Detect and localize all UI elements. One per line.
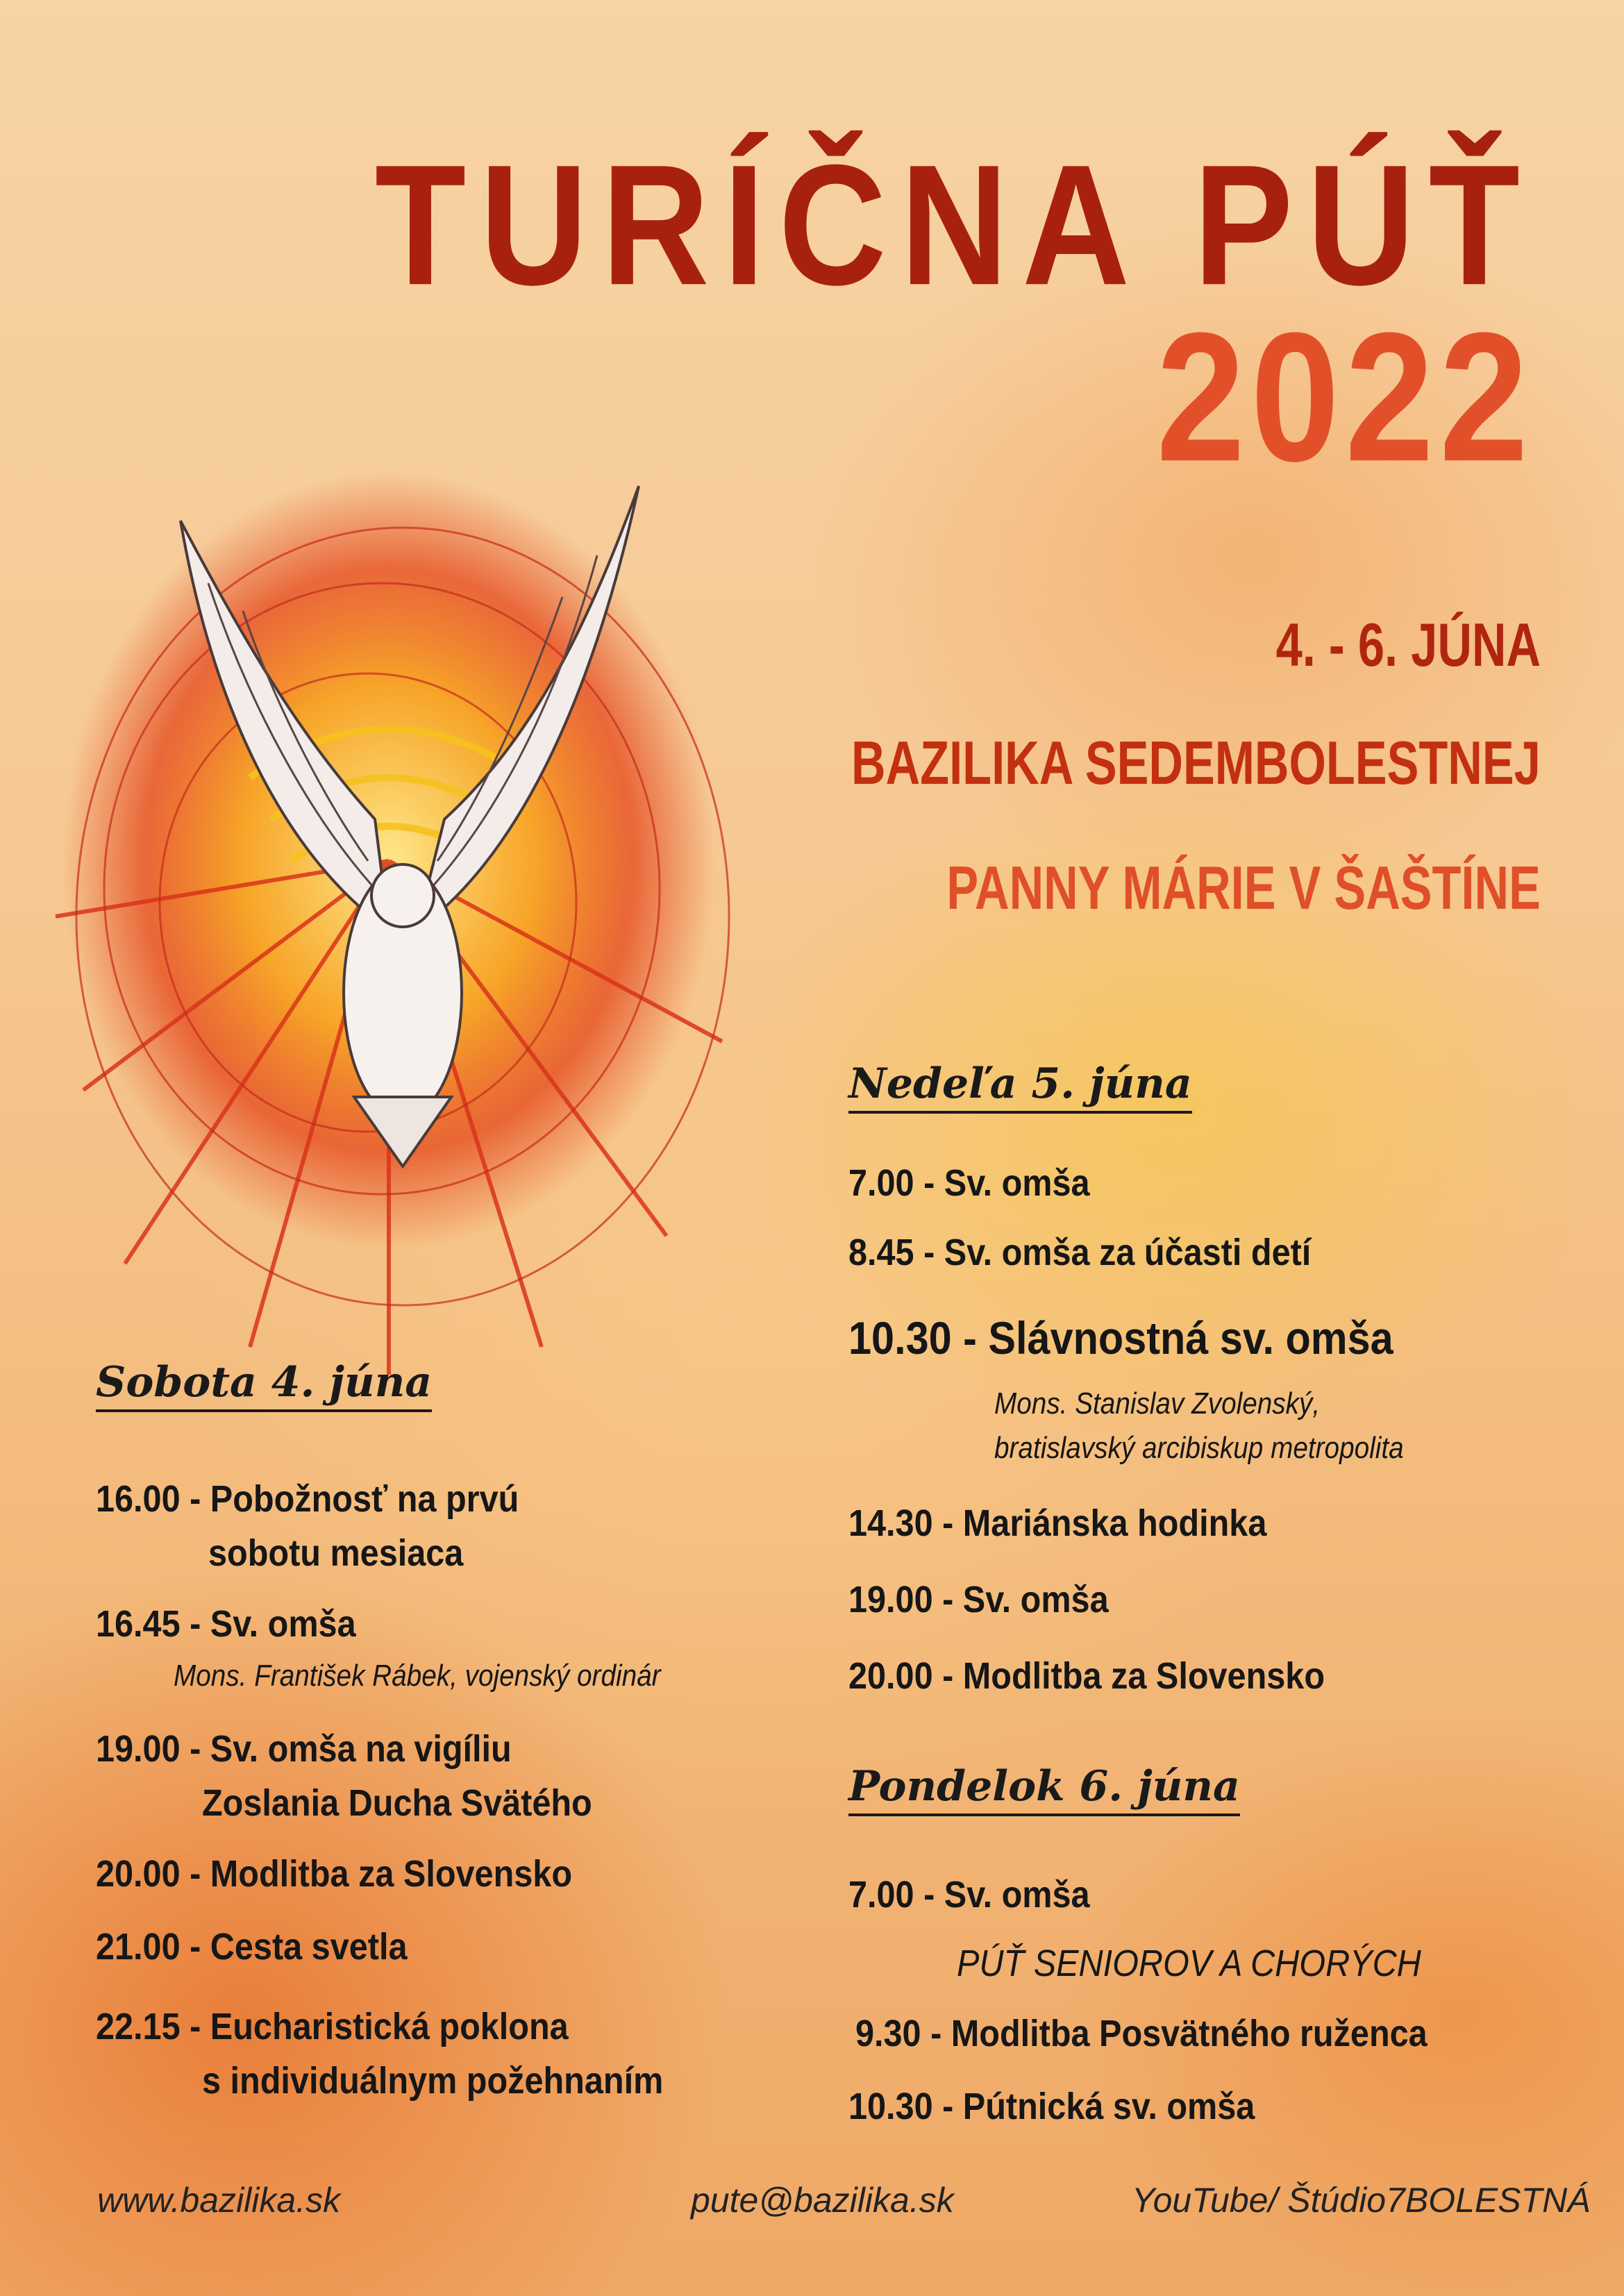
monday-item-3 [848, 2079, 1255, 2134]
item-continuation: s individuálnym požehnaním [202, 2060, 664, 2102]
venue-line-2: PANNY MÁRIE V ŠAŠTÍNE [946, 853, 1541, 922]
note-line-1: Mons. Stanislav Zvolenský, [994, 1386, 1321, 1421]
saturday-item-6 [96, 2000, 663, 2109]
item-continuation: Zoslania Ducha Svätého [202, 1782, 592, 1825]
monday-heading: Pondelok 6. júna [848, 1763, 1240, 1816]
saturday-item-5 [96, 1920, 407, 1974]
event-year: 2022 [1156, 294, 1534, 500]
sunday-item-6 [848, 1649, 1325, 1703]
saturday-item-2 [96, 1597, 356, 1651]
item-text: 22.15 - Eucharistická poklona [96, 2006, 569, 2047]
monday-seniors-note: PÚŤ SENIOROV A CHORÝCH [957, 1943, 1421, 1984]
item-text: 9.30 - Modlitba Posvätného ruženca [855, 2013, 1428, 2054]
item-text: 7.00 - Sv. omša [848, 1162, 1090, 1204]
item-text: 19.00 - Sv. omša [848, 1579, 1109, 1620]
item-text: 7.00 - Sv. omša [848, 1874, 1090, 1916]
saturday-item-1 [96, 1472, 519, 1581]
item-text: 8.45 - Sv. omša za účasti detí [848, 1232, 1312, 1273]
youtube-link[interactable]: YouTube/ Štúdio7BOLESTNÁ [1132, 2181, 1591, 2220]
sunday-item-5 [848, 1573, 1109, 1627]
website-link[interactable]: www.bazilika.sk [97, 2181, 341, 2220]
item-text: 19.00 - Sv. omša na vigíliu [96, 1728, 512, 1770]
saturday-heading: Sobota 4. júna [96, 1359, 432, 1412]
item-text: 20.00 - Modlitba za Slovensko [96, 1853, 573, 1895]
item-text: 10.30 - Pútnická sv. omša [848, 2086, 1255, 2127]
item-text: 14.30 - Mariánska hodinka [848, 1502, 1267, 1544]
sunday-heading: Nedeľa 5. júna [848, 1061, 1192, 1114]
venue-line-1: BAZILIKA SEDEMBOLESTNEJ [851, 728, 1541, 797]
sunday-item-3 [848, 1305, 1393, 1372]
sunday-item-3-note [994, 1382, 1404, 1470]
email-link[interactable]: pute@bazilika.sk [691, 2181, 954, 2220]
item-text: 16.00 - Pobožnosť na prvú [96, 1478, 519, 1520]
item-continuation: sobotu mesiaca [208, 1532, 464, 1575]
event-title: TURÍČNA PÚŤ [374, 128, 1534, 321]
sunday-item-4 [848, 1496, 1266, 1550]
holy-spirit-dove-illustration [42, 292, 778, 1389]
sunday-item-1 [848, 1156, 1090, 1210]
saturday-item-4 [96, 1847, 572, 1901]
saturday-item-3 [96, 1722, 592, 1831]
monday-item-2 [855, 2006, 1428, 2061]
monday-item-1 [848, 1868, 1090, 1922]
item-text: 16.45 - Sv. omša [96, 1603, 356, 1645]
item-text: 21.00 - Cesta svetla [96, 1926, 408, 1968]
saturday-item-2-note: Mons. František Rábek, vojenský ordinár [174, 1659, 661, 1693]
sunday-item-2 [848, 1225, 1311, 1280]
event-dates: 4. - 6. JÚNA [1275, 610, 1541, 679]
item-text: 20.00 - Modlitba za Slovensko [848, 1655, 1325, 1697]
item-text: 10.30 - Slávnostná sv. omša [848, 1312, 1393, 1364]
note-line-2: bratislavský arcibiskup metropolita [994, 1430, 1404, 1465]
